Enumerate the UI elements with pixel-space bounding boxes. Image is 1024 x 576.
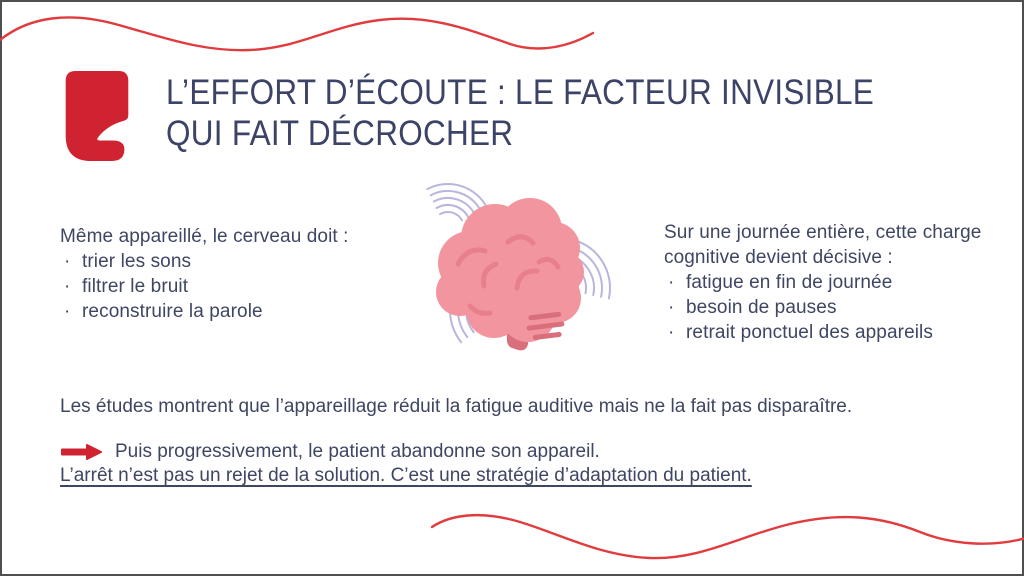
- bullet-dot: ·: [64, 276, 71, 297]
- right-arrow-icon: [60, 443, 104, 461]
- arrow-statement-row: [60, 441, 600, 463]
- bullet-dot: ·: [64, 251, 71, 272]
- top-wave-line: [0, 17, 593, 50]
- bullet-text: trier les sons: [82, 251, 192, 272]
- arrow-statement-text: Puis progressivement, le patient abandonne son appareil.: [115, 441, 600, 462]
- bullet-text: besoin de pauses: [686, 297, 837, 318]
- bullet-dot: ·: [64, 301, 71, 322]
- bullet-dot: ·: [668, 272, 675, 293]
- list-item: [60, 274, 405, 299]
- page-title: [166, 72, 904, 154]
- bullet-text: filtrer le bruit: [82, 276, 189, 297]
- list-item: [60, 249, 405, 274]
- bullet-dot: ·: [668, 322, 675, 343]
- conclusion-paragraph: Les études montrent que l’appareillage réduit la fatigue auditive mais ne la fait pas disparaître.: [60, 396, 853, 417]
- bullet-text: reconstruire la parole: [82, 301, 263, 322]
- left-block-intro: Même appareillé, le cerveau doit :: [60, 226, 349, 247]
- title-line-1: L’EFFORT D’ÉCOUTE : LE FACTEUR INVISIBLE: [166, 73, 875, 112]
- bullet-text: retrait ponctuel des appareils: [686, 322, 933, 343]
- bullet-dot: ·: [668, 297, 675, 318]
- list-item: [60, 299, 405, 324]
- list-item: [664, 270, 986, 295]
- list-item: [664, 295, 986, 320]
- right-block-intro: Sur une journée entière, cette charge cognitive devient décisive :: [664, 222, 982, 268]
- bullet-text: fatigue en fin de journée: [686, 272, 893, 293]
- left-text-block: [60, 224, 405, 324]
- quote-mark-icon: [64, 71, 130, 161]
- title-line-2: QUI FAIT DÉCROCHER: [166, 114, 514, 153]
- bottom-wave-line: [432, 515, 1024, 558]
- list-item: [664, 320, 986, 345]
- underlined-conclusion: L’arrêt n’est pas un rejet de la solution. C’est une stratégie d’adaptation du patient.: [60, 465, 752, 486]
- right-text-block: [664, 220, 986, 345]
- brain-with-sound-waves-illustration: [420, 168, 650, 368]
